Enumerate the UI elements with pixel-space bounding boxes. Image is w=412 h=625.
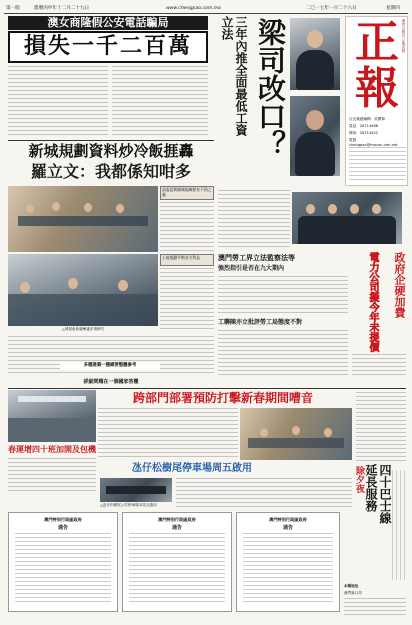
lead-body-1 (8, 66, 108, 136)
notice-2 (122, 512, 232, 612)
official-photo-2 (290, 96, 340, 176)
right-mid-body-2 (218, 330, 348, 376)
fax-line: 傳真：28714422 (349, 131, 379, 135)
right-mid-sub2: 工聯陳亦立批評勞工局態度不對 (218, 319, 303, 326)
masthead-char-2: 報 (355, 63, 399, 114)
mid-subheadline: 羅立文：我都係知咁多 (30, 162, 191, 181)
face (328, 204, 337, 214)
lunar-date: 農曆丙申年十二月二十九日 (34, 6, 90, 11)
face (292, 426, 300, 435)
sign (18, 396, 86, 402)
masthead-side-text: 澳門日報社·正報出版 (402, 19, 406, 53)
mid-end-line: 詳細問題在一個國家答覆 (83, 379, 139, 385)
table (8, 294, 158, 326)
airport-photo (8, 390, 96, 442)
box-label-1: 諮委認實踐城規綱要有不到之處 (160, 186, 214, 200)
vertical-outline-headline: 電力公司擬今年未提價 (367, 252, 378, 352)
mid-headline: 新城規劃資料炒冷飯捱轟 (28, 142, 194, 160)
parking-body (176, 478, 352, 508)
page-label: 第一版 (6, 6, 20, 11)
travel-body (8, 458, 96, 494)
footer-line-2: 澳門新口岸 (344, 591, 362, 595)
face (118, 280, 128, 291)
notice-body (243, 533, 333, 603)
right-mid-body (218, 276, 348, 316)
suit (296, 50, 334, 90)
right-bottom-body-2 (392, 470, 406, 580)
notice-body (129, 533, 225, 603)
floor (8, 418, 96, 442)
notice-3 (236, 512, 340, 612)
notice-org: 澳門特別行政區政府 (44, 517, 82, 522)
notice-1 (8, 512, 118, 612)
side-headline: 三年內推全面最低工資立法 (220, 16, 248, 136)
face (372, 204, 381, 214)
box-label-2: 土地規劃平衡各方利益 (160, 254, 214, 266)
bus-subheadline: 除夕夜 (354, 466, 364, 493)
face (324, 428, 332, 437)
police-photo (240, 408, 352, 460)
email-line[interactable]: 電郵：chengpao@macau.ctm.net (349, 138, 398, 147)
lead-body-2 (112, 66, 208, 136)
big-headline: 梁司改口？ (254, 18, 287, 158)
mid-body-right-2 (160, 268, 214, 330)
police-body (98, 408, 238, 460)
notice-title: 通告 (171, 525, 182, 531)
masthead-char-1: 正 (355, 17, 399, 68)
right-mid-subhead: 強烈指引是否在九大期內 (218, 265, 285, 272)
face (84, 203, 92, 212)
table (248, 438, 344, 448)
vertical-headline: 政府企硬加費 (393, 252, 406, 318)
mid-body-bottom (8, 336, 214, 376)
travel-headline: 春運增四十班加開及包機 (8, 445, 96, 454)
mid-body-right (160, 202, 214, 252)
right-column-text (352, 354, 406, 378)
suit (295, 132, 335, 176)
suits (298, 216, 396, 244)
meeting-photo-2 (8, 254, 158, 326)
group-photo (292, 192, 402, 244)
masthead-info-lines (349, 147, 406, 183)
parking-headline: 氹仔松樹尾停車場周五啟用 (132, 463, 252, 474)
face (20, 282, 30, 293)
header-rule (4, 13, 408, 14)
parking-photo (100, 478, 172, 502)
masthead (345, 16, 408, 186)
rule (8, 140, 214, 141)
footer-line-1: 本報地址 (344, 584, 359, 588)
face (26, 204, 34, 213)
right-mid-headline: 澳門勞工界立法監察法等 (218, 254, 295, 262)
rule (8, 388, 406, 389)
header-bar (6, 4, 406, 13)
face (52, 202, 60, 211)
table (18, 216, 148, 226)
phone-line: 電話：28714488 (349, 124, 379, 128)
weekday: 星期四 (386, 6, 400, 11)
face (306, 204, 315, 214)
publication-date: 二〇一七年一月二十六日 (306, 6, 357, 11)
face (116, 204, 124, 213)
middle-text-1 (218, 190, 290, 250)
police-headline: 跨部門部署預防打擊新春期間嘈音 (132, 391, 313, 405)
notice-body (15, 533, 111, 603)
notice-org: 澳門特別行政區政府 (269, 517, 307, 522)
mid-caption: △城規會會議參議多項研究 (61, 327, 105, 331)
entrance (106, 486, 166, 494)
right-bottom-body (356, 392, 406, 462)
notice-title: 通告 (57, 525, 68, 531)
official-photo-1 (290, 18, 340, 90)
box-label-3: 多種建築一種總要整體參考 (60, 362, 160, 370)
notice-title: 通告 (282, 525, 293, 531)
publisher-line: 社長兼總編輯：高開賢 (349, 117, 385, 121)
face (306, 110, 324, 130)
footer-body (344, 598, 406, 616)
face (260, 428, 268, 437)
parking-caption: △氹仔松樹尾公共停車場本周五啟用 (100, 503, 157, 507)
site-url[interactable]: www.chengpao.com.mo (166, 6, 222, 11)
face (350, 204, 359, 214)
lead-headline: 損失一千二百萬 (8, 31, 208, 63)
lead-kicker: 澳女商隆假公安電話騙局 (8, 16, 208, 30)
meeting-photo (8, 186, 158, 252)
face (68, 278, 78, 289)
face (307, 30, 323, 48)
notice-org: 澳門特別行政區政府 (158, 517, 196, 522)
bus-headline: 四十巴士線延長服務 (364, 464, 392, 524)
